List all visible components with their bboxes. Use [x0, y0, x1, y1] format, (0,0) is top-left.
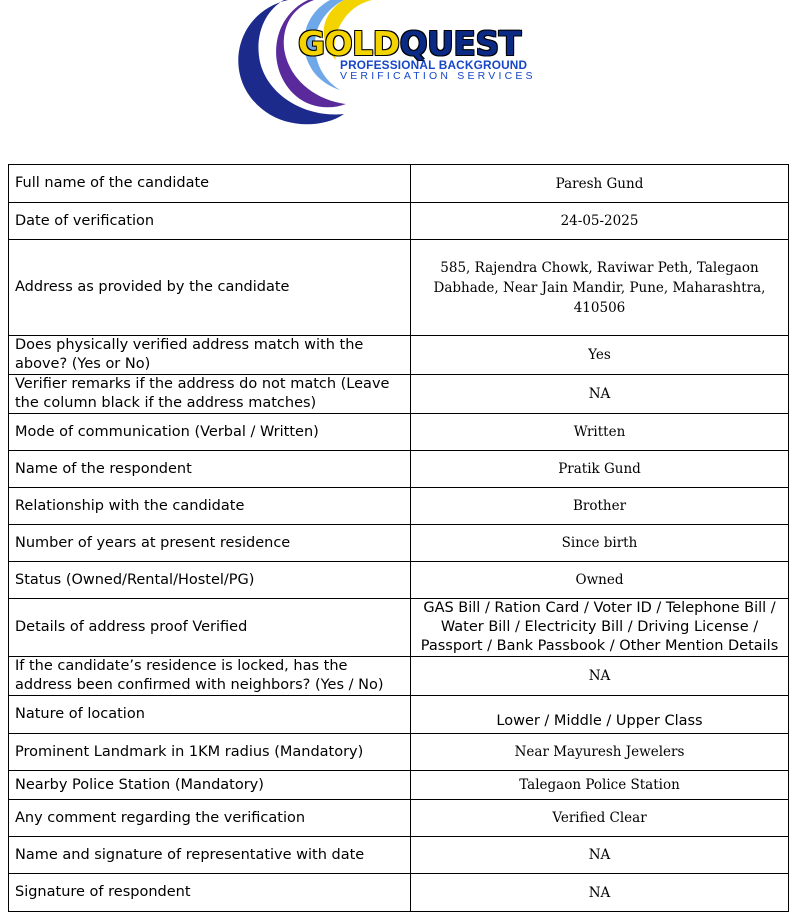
table-row	[9, 240, 789, 336]
row-value: NA	[411, 375, 789, 414]
table-row	[9, 657, 789, 696]
row-value: Talegaon Police Station	[411, 771, 789, 800]
logo-tagline-1: PROFESSIONAL BACKGROUND	[340, 58, 528, 72]
table-row	[9, 203, 789, 240]
row-label: Nearby Police Station (Mandatory)	[9, 771, 411, 800]
row-label: Signature of respondent	[9, 874, 411, 912]
table-row	[9, 488, 789, 525]
row-label: Address as provided by the candidate	[9, 240, 411, 336]
table-row	[9, 837, 789, 874]
row-label: Details of address proof Verified	[9, 599, 411, 657]
row-label: Mode of communication (Verbal / Written)	[9, 414, 411, 451]
row-value: NA	[411, 657, 789, 696]
row-value: NA	[411, 837, 789, 874]
row-value: GAS Bill / Ration Card / Voter ID / Telephone Bill / Water Bill / Electricity Bill / Driving License / Passport / Bank Passbook / Other Mention Details	[411, 599, 789, 657]
row-value: Yes	[411, 336, 789, 375]
logo-word-quest: QUEST	[399, 24, 521, 63]
row-value: Lower / Middle / Upper Class	[411, 696, 789, 734]
table-row	[9, 599, 789, 657]
table-row	[9, 336, 789, 375]
row-label: Prominent Landmark in 1KM radius (Mandatory)	[9, 734, 411, 771]
row-label: Date of verification	[9, 203, 411, 240]
row-value: Verified Clear	[411, 800, 789, 837]
table-row	[9, 771, 789, 800]
table-row	[9, 451, 789, 488]
table-row	[9, 414, 789, 451]
table-row	[9, 375, 789, 414]
row-label: Any comment regarding the verification	[9, 800, 411, 837]
row-value: Written	[411, 414, 789, 451]
row-value: 24-05-2025	[411, 203, 789, 240]
row-label: Name of the respondent	[9, 451, 411, 488]
row-value: Pratik Gund	[411, 451, 789, 488]
table-row	[9, 562, 789, 599]
table-row	[9, 525, 789, 562]
row-label: Nature of location	[9, 696, 411, 734]
table-row	[9, 800, 789, 837]
row-value: 585, Rajendra Chowk, Raviwar Peth, Talegaon Dabhade, Near Jain Mandir, Pune, Maharashtra, 410506	[411, 240, 789, 336]
row-value: Near Mayuresh Jewelers	[411, 734, 789, 771]
logo-word-gold: GOLD	[298, 24, 400, 63]
row-value: NA	[411, 874, 789, 912]
row-label: Full name of the candidate	[9, 165, 411, 203]
goldquest-logo	[226, 0, 571, 128]
row-value: Since birth	[411, 525, 789, 562]
table-row	[9, 696, 789, 734]
row-value: Owned	[411, 562, 789, 599]
row-label: Verifier remarks if the address do not match (Leave the column black if the address matches)	[9, 375, 411, 414]
row-value: Paresh Gund	[411, 165, 789, 203]
row-value: Brother	[411, 488, 789, 525]
logo-tagline-2: VERIFICATION SERVICES	[340, 70, 536, 82]
row-label: Does physically verified address match with the above? (Yes or No)	[9, 336, 411, 375]
row-label: If the candidate’s residence is locked, has the address been confirmed with neighbors? (Yes / No)	[9, 657, 411, 696]
table-row	[9, 165, 789, 203]
row-label: Relationship with the candidate	[9, 488, 411, 525]
row-label: Status (Owned/Rental/Hostel/PG)	[9, 562, 411, 599]
verification-table	[8, 164, 789, 912]
row-label: Number of years at present residence	[9, 525, 411, 562]
table-row	[9, 734, 789, 771]
table-row	[9, 874, 789, 912]
row-label: Name and signature of representative with date	[9, 837, 411, 874]
